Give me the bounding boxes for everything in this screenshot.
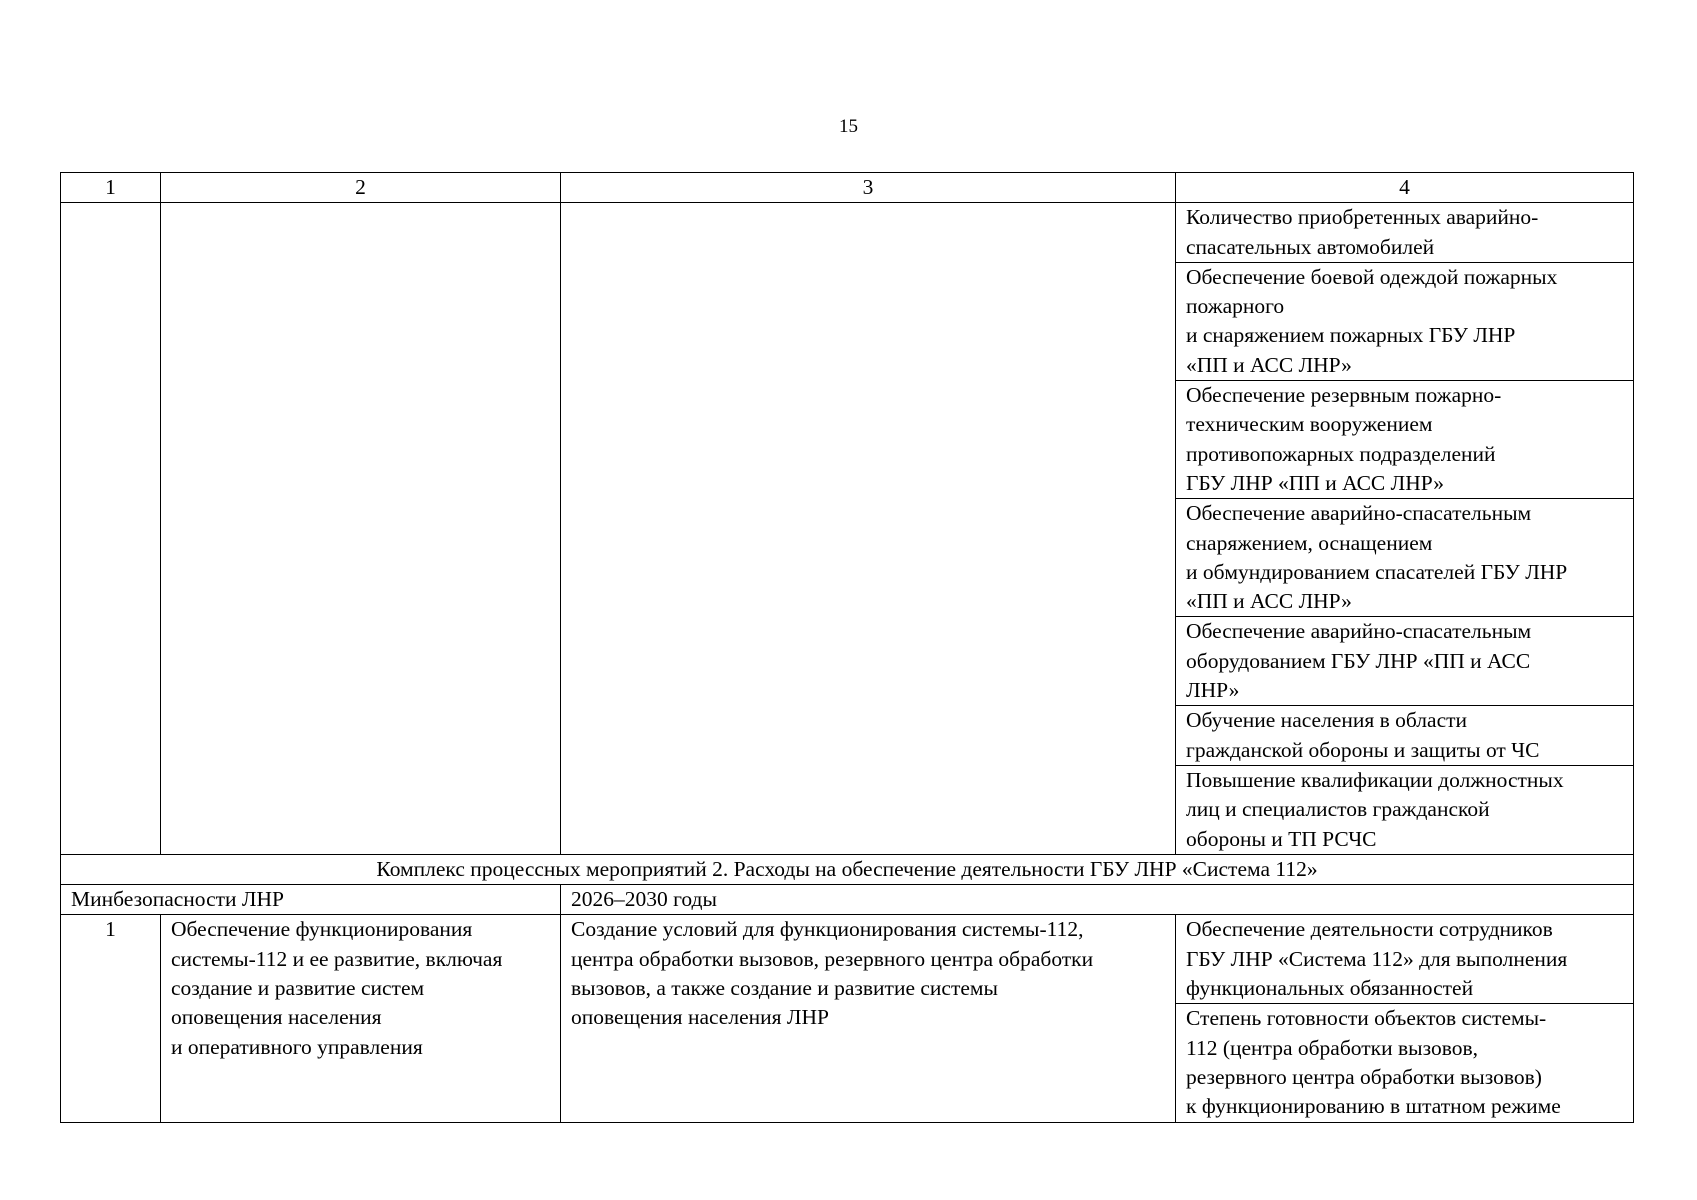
indicator-line: Обеспечение деятельности сотрудников (1186, 917, 1553, 942)
indicator-line: Повышение квалификации должностных (1186, 767, 1564, 792)
task-name-line: Обеспечение функционирования (171, 917, 473, 942)
indicator-line: резервного центра обработки вызовов) (1186, 1064, 1542, 1089)
column-header: 1 (61, 173, 161, 203)
indicator-cell (1176, 765, 1634, 854)
task-result-line: Создание условий для функционирования системы-112, (571, 917, 1084, 942)
indicator-line: «ПП и АСС ЛНР» (1186, 352, 1352, 377)
indicator-line: Степень готовности объектов системы- (1186, 1006, 1547, 1031)
indicator-line: и обмундированием спасателей ГБУ ЛНР (1186, 559, 1568, 584)
responsible-cell: Минбезопасности ЛНР (61, 885, 561, 915)
measures-table (60, 172, 1634, 1123)
task-name-line: создание и развитие систем (171, 976, 425, 1001)
task-result-cell (561, 915, 1176, 1122)
task-result-line: вызовов, а также создание и развитие системы (571, 976, 998, 1001)
column-header: 2 (161, 173, 561, 203)
page-number: 15 (839, 116, 858, 137)
indicator-line: Обеспечение боевой одеждой пожарных (1186, 264, 1558, 289)
column-header: 4 (1176, 173, 1634, 203)
table-header-row (61, 173, 1634, 203)
indicator-line: 112 (центра обработки вызовов, (1186, 1035, 1478, 1060)
task-name-cell (161, 915, 561, 1122)
indicator-line: «ПП и АСС ЛНР» (1186, 589, 1352, 614)
column-header: 3 (561, 173, 1176, 203)
indicator-line: ЛНР» (1186, 678, 1240, 703)
period-cell: 2026–2030 годы (561, 885, 1634, 915)
table-row (61, 203, 1634, 263)
indicator-line: Обеспечение резервным пожарно- (1186, 383, 1502, 408)
task-name-line: и оперативного управления (171, 1034, 423, 1059)
task-result-line: центра обработки вызовов, резервного центра обработки (571, 946, 1094, 971)
indicator-cell (1176, 499, 1634, 617)
task-name-line: оповещения населения (171, 1005, 382, 1030)
indicator-cell (1176, 1004, 1634, 1122)
indicator-line: ГБУ ЛНР «Система 112» для выполнения (1186, 946, 1568, 971)
indicator-line: ГБУ ЛНР «ПП и АСС ЛНР» (1186, 470, 1444, 495)
indicator-line: лиц и специалистов гражданской (1186, 797, 1490, 822)
section-title: Комплекс процессных мероприятий 2. Расходы на обеспечение деятельности ГБУ ЛНР «Система 112» (61, 854, 1634, 884)
table-row (61, 915, 1634, 1004)
indicator-line: снаряжением, оснащением (1186, 530, 1433, 555)
indicator-line: Обеспечение аварийно-спасательным (1186, 619, 1532, 644)
empty-cell (561, 203, 1176, 855)
section-title-row (61, 854, 1634, 884)
indicator-line: Количество приобретенных аварийно- (1186, 205, 1539, 230)
indicator-cell (1176, 617, 1634, 706)
indicator-line: спасательных автомобилей (1186, 234, 1435, 259)
indicator-line: к функционированию в штатном режиме (1186, 1094, 1561, 1119)
indicator-line: гражданской обороны и защиты от ЧС (1186, 737, 1540, 762)
task-result-line: оповещения населения ЛНР (571, 1005, 829, 1030)
indicator-cell (1176, 262, 1634, 380)
indicator-line: техническим вооружением (1186, 412, 1433, 437)
indicator-line: обороны и ТП РСЧС (1186, 826, 1377, 851)
indicator-line: Обучение населения в области (1186, 708, 1468, 733)
indicator-cell (1176, 203, 1634, 263)
indicator-cell (1176, 381, 1634, 499)
indicator-cell (1176, 706, 1634, 766)
empty-cell (161, 203, 561, 855)
indicator-line: пожарного (1186, 294, 1285, 319)
responsible-row (61, 885, 1634, 915)
task-number: 1 (61, 915, 161, 1122)
indicator-line: оборудованием ГБУ ЛНР «ПП и АСС (1186, 648, 1531, 673)
indicator-line: Обеспечение аварийно-спасательным (1186, 501, 1532, 526)
indicator-cell (1176, 915, 1634, 1004)
indicator-line: противопожарных подразделений (1186, 441, 1496, 466)
indicator-line: функциональных обязанностей (1186, 976, 1474, 1001)
empty-cell (61, 203, 161, 855)
indicator-line: и снаряжением пожарных ГБУ ЛНР (1186, 323, 1516, 348)
task-name-line: системы-112 и ее развитие, включая (171, 946, 503, 971)
